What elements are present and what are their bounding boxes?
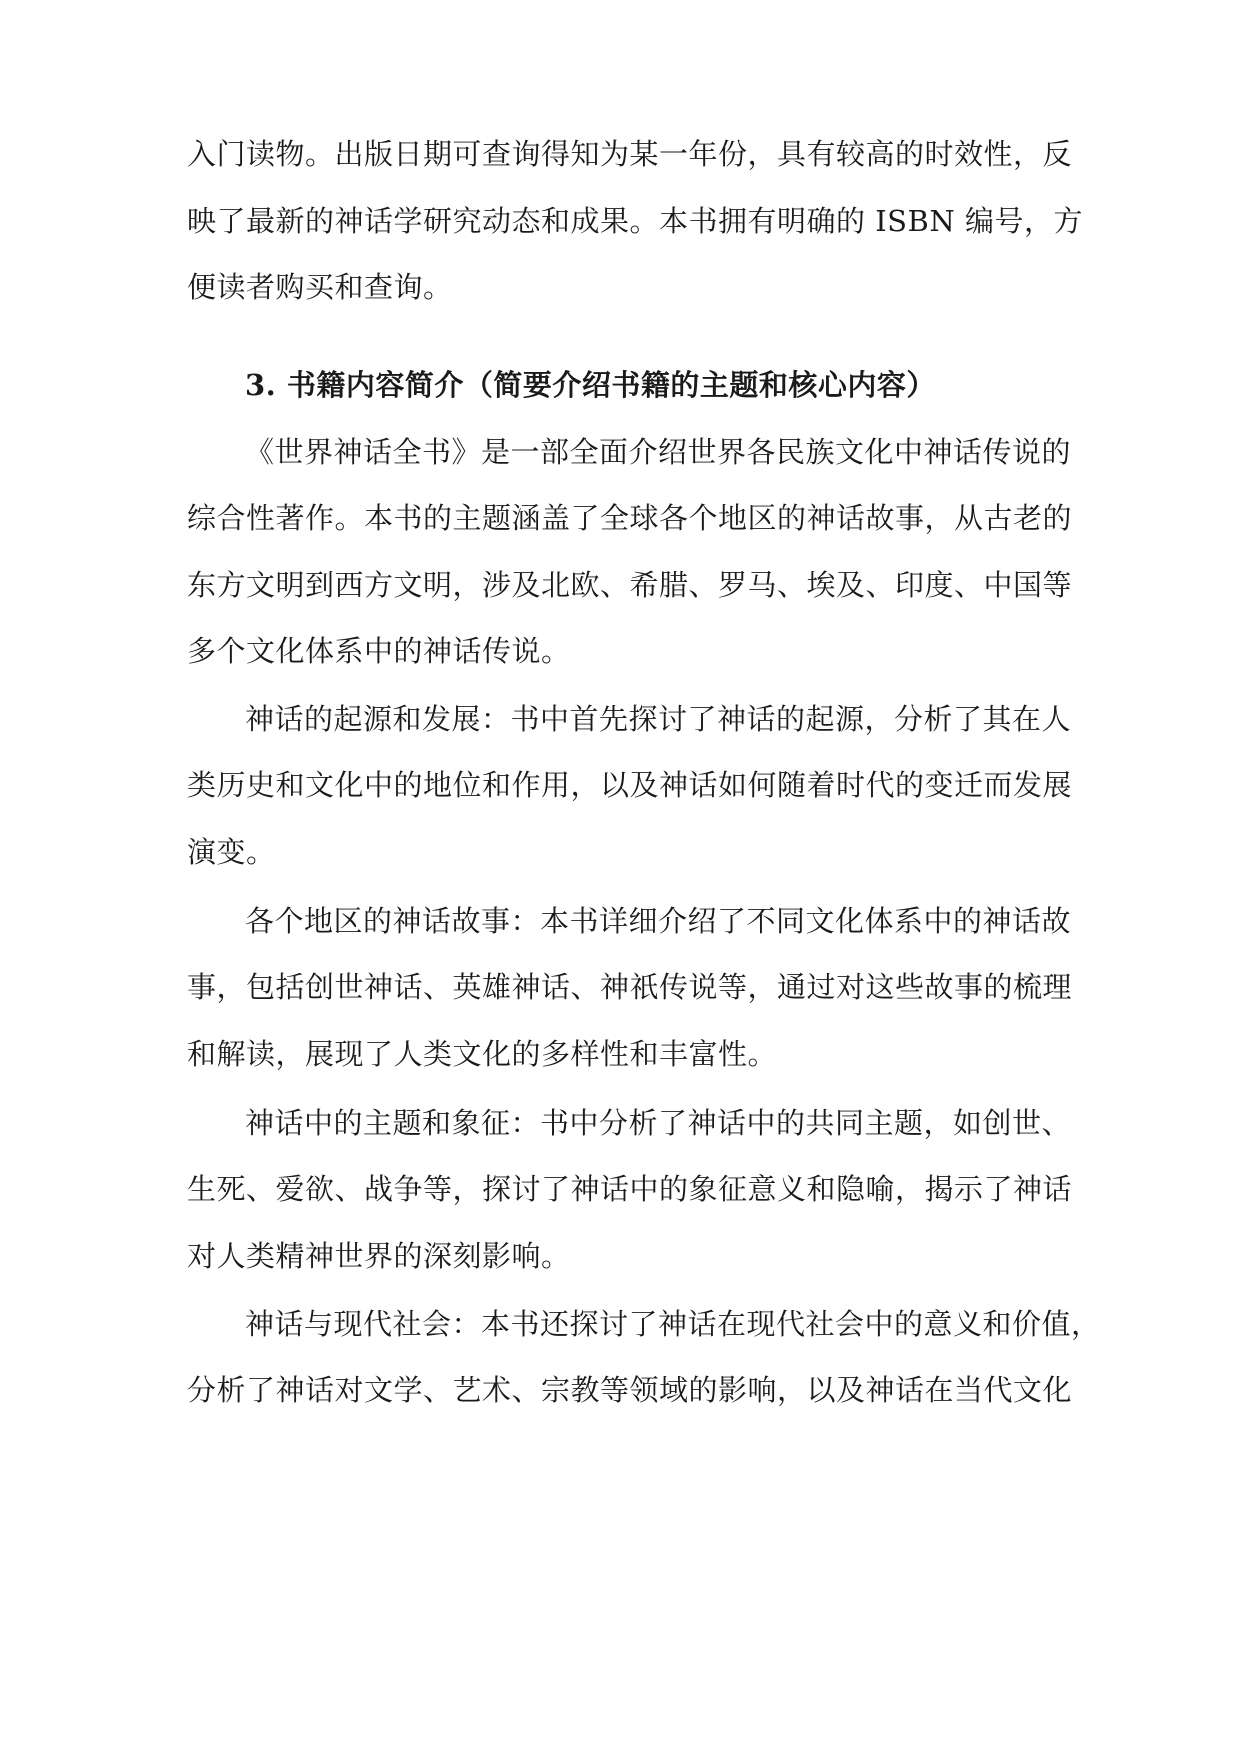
paragraph-3-line-3: 和解读，展现了人类文化的多样性和丰富性。 [187,1037,778,1071]
paragraph-2-line-3: 演变。 [187,835,276,869]
paragraph-1-line-3: 东方文明到西方文明，涉及北欧、希腊、罗马、埃及、印度、中国等 [187,568,1073,602]
intro-line-2: 映了最新的神话学研究动态和成果。本书拥有明确的 ISBN 编号，方 [187,204,1083,238]
paragraph-5-line-2: 分析了神话对文学、艺术、宗教等领域的影响，以及神话在当代文化 [187,1373,1073,1407]
paragraph-4-line-3: 对人类精神世界的深刻影响。 [187,1239,571,1273]
paragraph-4-line-2: 生死、爱欲、战争等，探讨了神话中的象征意义和隐喻，揭示了神话 [187,1172,1073,1206]
paragraph-2-line-2: 类历史和文化中的地位和作用，以及神话如何随着时代的变迁而发展 [187,768,1073,802]
paragraph-4-line-1: 神话中的主题和象征：书中分析了神话中的共同主题，如创世、 [245,1106,1072,1140]
intro-line-1: 入门读物。出版日期可查询得知为某一年份，具有较高的时效性，反 [187,137,1073,171]
paragraph-3-line-2: 事，包括创世神话、英雄神话、神祇传说等，通过对这些故事的梳理 [187,970,1073,1004]
paragraph-1-line-2: 综合性著作。本书的主题涵盖了全球各个地区的神话故事，从古老的 [187,501,1073,535]
section-heading: 3. 书籍内容简介（简要介绍书籍的主题和核心内容） [245,368,936,402]
paragraph-1-line-4: 多个文化体系中的神话传说。 [187,634,571,668]
intro-line-3: 便读者购买和查询。 [187,270,453,304]
paragraph-3-line-1: 各个地区的神话故事：本书详细介绍了不同文化体系中的神话故 [245,904,1072,938]
paragraph-2-line-1: 神话的起源和发展：书中首先探讨了神话的起源，分析了其在人 [245,702,1072,736]
paragraph-1-line-1: 《世界神话全书》是一部全面介绍世界各民族文化中神话传说的 [245,435,1072,469]
paragraph-5-line-1: 神话与现代社会：本书还探讨了神话在现代社会中的意义和价值， [245,1307,1101,1341]
